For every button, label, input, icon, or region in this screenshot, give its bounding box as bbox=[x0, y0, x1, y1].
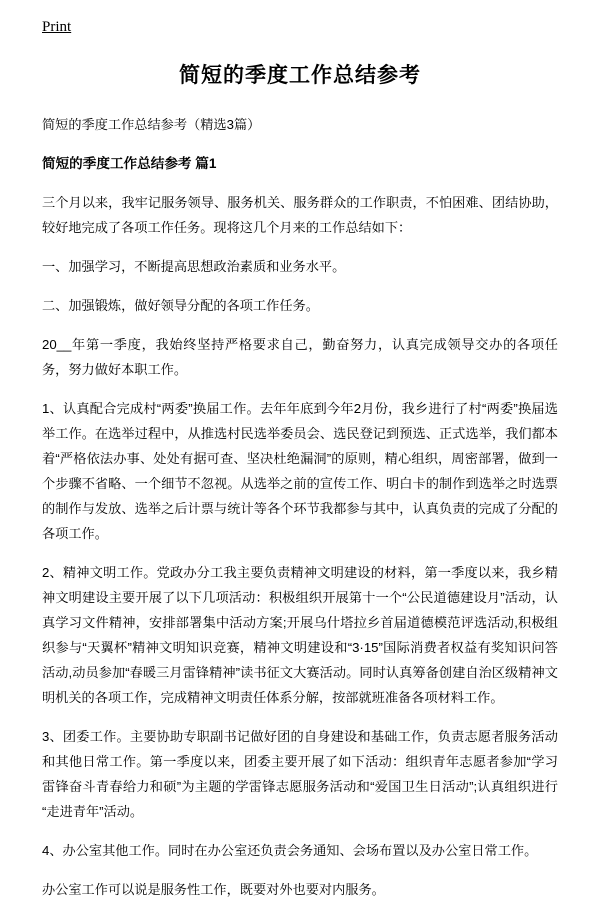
print-button[interactable]: Print bbox=[42, 19, 72, 35]
page-title: 简短的季度工作总结参考 bbox=[179, 64, 421, 87]
paragraph: 一、加强学习，不断提高思想政治素质和业务水平。 bbox=[42, 259, 346, 274]
paragraph: 3、团委工作。主要协助专职副书记做好团的自身建设和基础工作，负责志愿者服务活动和其他日常工作。第一季度以来，团委主要开展了如下活动：组织青年志愿者参加“学习雷锋奋斗青春给力和硕”为主题的学雷锋志愿服务活动和“爱国卫生日活动”;认真组织进行“走进青年”活动。 bbox=[42, 729, 558, 819]
document-body bbox=[42, 62, 558, 916]
paragraph: 2、精神文明工作。党政办分工我主要负责精神文明建设的材料，第一季度以来，我乡精神文明建设主要开展了以下几项活动：积极组织开展第十一个“公民道德建设月”活动，认真学习文件精神，安排部署集中活动方案;开展乌什塔拉乡首届道德模范评选活动,积极组织参与“天翼杯”精神文明知识竞赛，精神文明建设和“3·15”国际消费者权益有奖知识问答活动,动员参加“春暖三月雷锋精神”读书征文大赛活动。同时认真筹备创建自治区级精神文明机关的各项工作，完成精神文明责任体系分解，按部就班准备各项材料工作。 bbox=[42, 565, 558, 705]
paragraph: 三个月以来，我牢记服务领导、服务机关、服务群众的工作职责，不怕困难、团结协助，较好地完成了各项工作任务。现将这几个月来的工作总结如下： bbox=[42, 195, 558, 235]
paragraph: 办公室工作可以说是服务性工作，既要对外也要对内服务。 bbox=[42, 882, 385, 897]
paragraph: 20__年第一季度，我始终坚持严格要求自己，勤奋努力，认真完成领导交办的各项任务，努力做好本职工作。 bbox=[42, 337, 558, 377]
section-heading: 简短的季度工作总结参考 篇1 bbox=[42, 156, 217, 171]
paragraph: 二、加强锻炼，做好领导分配的各项工作任务。 bbox=[42, 298, 319, 313]
paragraph: 1、认真配合完成村“两委”换届工作。去年年底到今年2月份，我乡进行了村“两委”换届选举工作。在选举过程中，从推选村民选举委员会、选民登记到预选、正式选举，我们都本着“严格依法办事、处处有据可查、坚决杜绝漏洞”的原则，精心组织，周密部署，做到一个步骤不省略、一个细节不忽视。从选举之前的宣传工作、明白卡的制作到选举之时选票的制作与发放、选举之后计票与统计等各个环节我都参与其中，认真负责的完成了分配的各项工作。 bbox=[42, 401, 558, 541]
document-subtitle: 简短的季度工作总结参考（精选3篇） bbox=[42, 117, 261, 132]
paragraph: 4、办公室其他工作。同时在办公室还负责会务通知、会场布置以及办公室日常工作。 bbox=[42, 843, 538, 858]
